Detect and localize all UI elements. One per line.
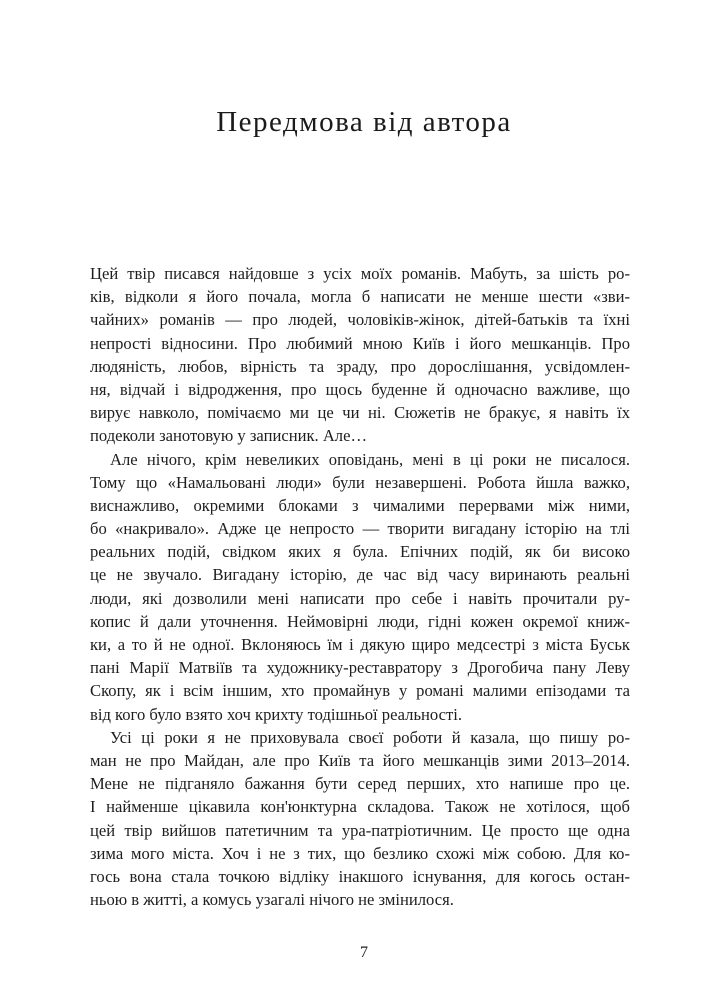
text-line: подеколи занотовую у записник. Але… [90,426,368,446]
text-line: ман не про Майдан, але про Київ та його мешканців зими 2013–2014. [90,750,630,770]
text-line: Цей твір писався найдовше з усіх моїх романів. Мабуть, за шість ро- [90,264,630,283]
body-text [90,262,630,911]
text-line: копис й дали уточнення. Неймовірні люди, гідні кожен окремої книж- [90,611,630,631]
text-line: пані Марії Матвіїв та художнику-реставратору з Дрогобича пану Леву [90,658,630,678]
text-line: реальних подій, свідком яких я була. Епічних подій, як би високо [90,542,630,562]
text-line: людяність, любов, вірність та зраду, про дорослішання, усвідомлен- [90,356,630,376]
text-line: ньою в житті, а комусь узагалі нічого не змінилося. [90,890,454,910]
text-line: вирує навколо, помічаємо ми це чи ні. Сюжетів не бракує, я навіть їх [90,403,630,423]
page-number: 7 [360,944,368,961]
text-line: Мене не підганяло бажання бути серед перших, хто напише про це. [90,774,630,794]
chapter-title: Передмова від автора [216,106,512,138]
text-line: бо «накривало». Адже це непросто — творити вигадану історію на тлі [90,519,630,539]
text-line: чайних» романів — про людей, чоловіків-жінок, дітей-батьків та їхні [90,310,630,330]
text-line: ків, відколи я його почала, могла б написати не менше шести «зви- [90,287,630,307]
text-line: І найменше цікавила кон'юнктурна складова. Також не хотілося, щоб [90,797,630,817]
text-line: Скопу, як і всім іншим, хто промайнув у романі малими епізодами та [90,681,630,701]
text-line: гось вона стала точкою відліку інакшого існування, для когось остан- [90,866,630,886]
text-line: ки, а то й не одної. Вклоняюсь їм і дякую щиро медсестрі з міста Буськ [90,635,630,654]
text-line: цей твір вийшов патетичним та ура-патріотичним. Це просто ще одна [90,820,630,840]
text-line: Тому що «Намальовані люди» були незавершені. Робота йшла важко, [90,472,630,492]
text-line: зима мого міста. Хоч і не з тих, що безлико схожі між собою. Для ко- [90,843,630,863]
text-line: від кого було взято хоч крихту тодішньої реальності. [90,704,462,724]
text-line: це не звучало. Вигадану історію, де час від часу виринають реальні [90,565,630,585]
text-line: люди, які дозволили мені написати про себе і навіть прочитали ру- [90,588,630,608]
text-line: виснажливо, окремими блоками з чималими перервами між ними, [90,495,630,515]
text-line: непрості відносини. Про любимий мною Київ і його мешканців. Про [90,333,630,353]
text-line: Але нічого, крім невеликих оповідань, мені в ці роки не писалося. [110,449,630,469]
text-line: ня, відчай і відродження, про щось буденне й одночасно важливе, що [90,379,630,399]
text-line: Усі ці роки я не приховувала своєї роботи й казала, що пишу ро- [110,727,630,747]
